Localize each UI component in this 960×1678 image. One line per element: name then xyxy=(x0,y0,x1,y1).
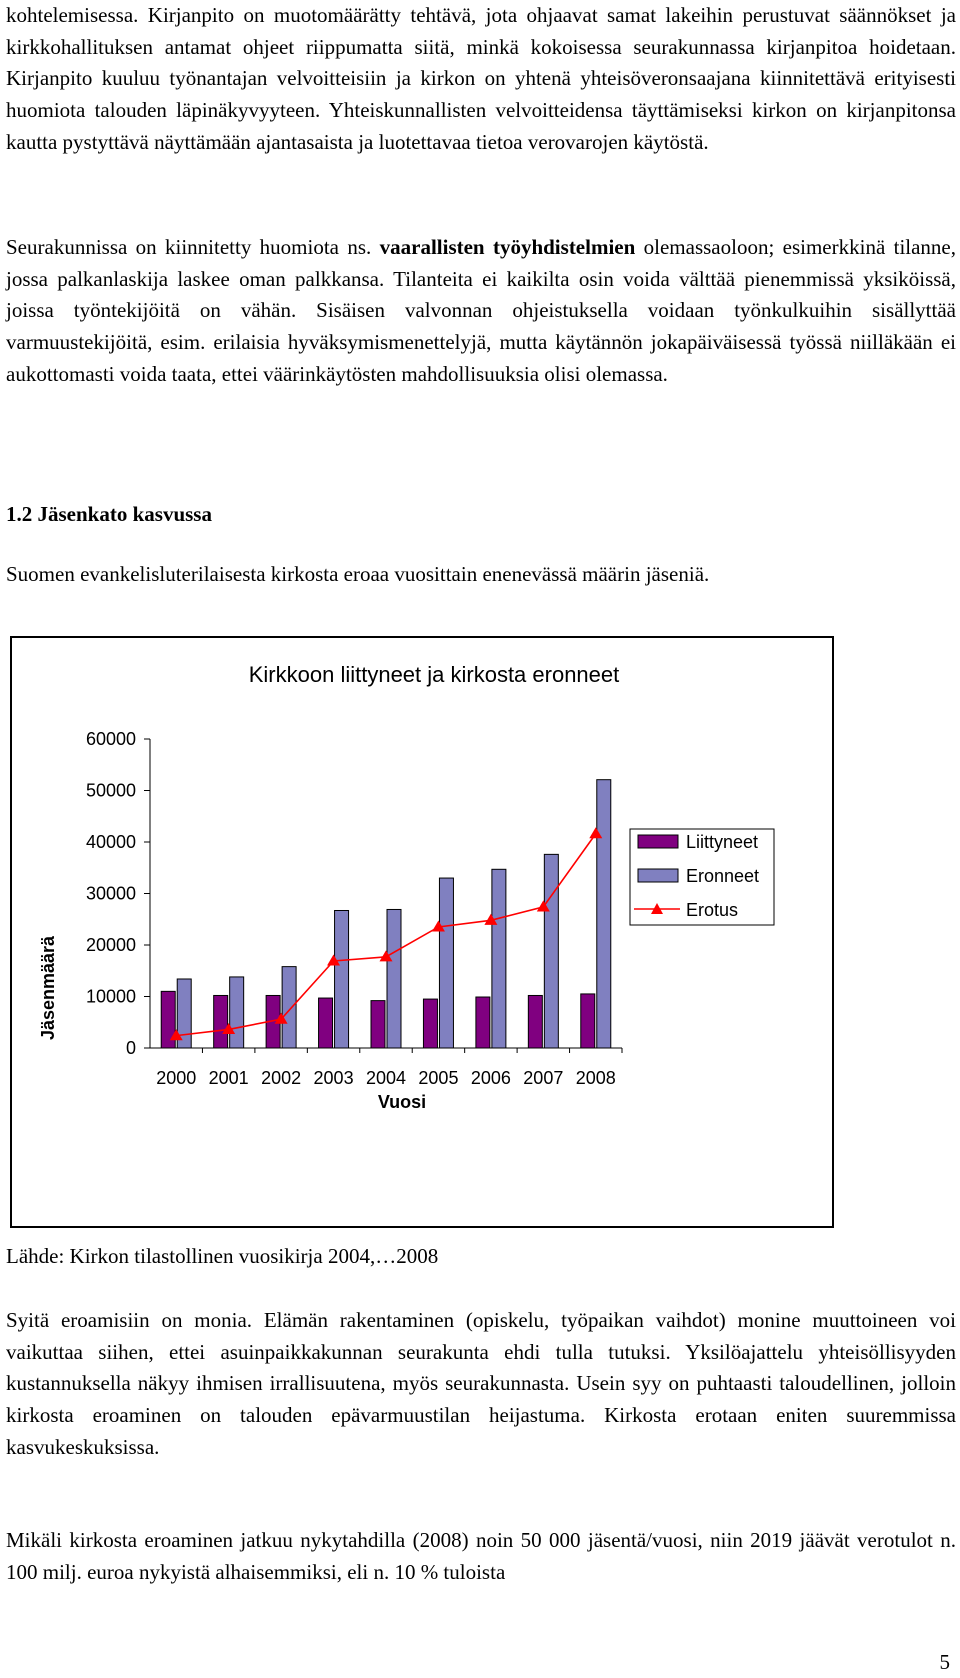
legend-label: Liittyneet xyxy=(686,832,759,852)
y-tick-label: 0 xyxy=(125,1038,136,1058)
x-tick-label: 2008 xyxy=(575,1068,616,1088)
paragraph-text: Seurakunnissa on kiinnitetty huomiota ns. xyxy=(6,235,380,259)
bar-eronneet xyxy=(282,967,296,1048)
paragraph-reasons: Syitä eroamisiin on monia. Elämän rakentaminen (opiskelu, työpaikan vaihdot) monine muuttoineen voi vaikuttaa siihen, ettei asuinpaikkakunnan seurakunta ehdi tulla tutuksi. Yksilöajattelu yhteisöllisyyden kustannuksella näkyy ihmisen irrallisuutena, myös seurakunnasta. Usein syy on puhtaasti taloudellinen, jolloin kirkosta eroaminen on talouden epävarmuustilan heijastuma. Kirkosta erotaan eniten suuremmissa kasvukeskuksissa. xyxy=(6,1308,956,1459)
bar-liittyneet xyxy=(476,997,490,1048)
bar-eronneet xyxy=(544,854,558,1048)
y-tick-label: 40000 xyxy=(85,832,136,852)
x-tick-label: 2007 xyxy=(523,1068,564,1088)
legend-label: Erotus xyxy=(686,900,739,920)
x-tick-label: 2003 xyxy=(313,1068,354,1088)
bar-liittyneet xyxy=(581,994,595,1048)
y-tick-label: 10000 xyxy=(85,986,136,1007)
x-tick-label: 2000 xyxy=(156,1068,197,1088)
bar-liittyneet xyxy=(214,995,228,1048)
bar-liittyneet xyxy=(319,998,333,1048)
paragraph-accounting: kohtelemisessa. Kirjanpito on muotomäärätty tehtävä, jota ohjaavat samat lakeihin perustuvat säännökset ja kirkkohallituksen antamat ohjeet riippumatta siitä, minkä kokoisessa seurakunnassa kirjanpitoa hoidetaan. Kirjanpito kuuluu työnantajan velvoitteisiin ja kirkon on yhtenä yhteisöveronsaajana kiinnitettävä erityisesti huomiota talouden läpinäkyvyyteen. Yhteiskunnallisten velvoitteidensa täyttämiseksi kirkon on kirjanpitonsa kautta pystyttävä näyttämään ajantasaista ja luotettavaa tietoa verovarojen käytöstä. xyxy=(6,3,956,154)
page-number: 5 xyxy=(939,1650,950,1674)
paragraph-text: olemassaoloon; esimerkkinä tilanne, jossa palkanlaskija laskee oman palkkansa. Tilanteita ei kaikilta osin voida välttää pienemmissä yksiköissä, joissa työntekijöitä on vähän. Sisäisen valvonnan ohjeistuksella voidaan työnkulkuihin sisällyttää varmuustekijöitä, esim. erilaisia hyväksymismenettelyjä, mutta käytännön jokapäiväisessä työssä niilläkään ei aukottomasti voida taata, ettei väärinkäytösten mahdollisuuksia olisi olemassa. xyxy=(6,235,957,386)
bar-eronneet xyxy=(230,977,244,1048)
x-tick-label: 2006 xyxy=(470,1068,511,1088)
legend-swatch-eronneet xyxy=(638,869,678,882)
intro-sentence: Suomen evankelisluterilaisesta kirkosta eroaa vuosittain enenevässä määrin jäseniä. xyxy=(6,562,710,586)
paragraph-risky-combinations xyxy=(6,232,956,391)
chart-bars xyxy=(161,780,611,1048)
y-tick-label: 50000 xyxy=(85,780,136,801)
bar-eronneet xyxy=(335,910,349,1048)
bar-eronneet xyxy=(597,780,611,1048)
section-heading: 1.2 Jäsenkato kasvussa xyxy=(6,502,212,526)
chart-y-axis-label: Jäsenmäärä xyxy=(38,935,58,1041)
x-tick-label: 2005 xyxy=(418,1068,459,1088)
x-tick-label: 2002 xyxy=(261,1068,302,1088)
bar-liittyneet xyxy=(371,1001,385,1048)
chart-x-axis-label: Vuosi xyxy=(377,1092,427,1112)
bar-liittyneet xyxy=(528,995,542,1048)
bar-eronneet xyxy=(492,869,506,1048)
paragraph-forecast: Mikäli kirkosta eroaminen jatkuu nykytahdilla (2008) noin 50 000 jäsentä/vuosi, niin 2019 jäävät verotulot n. 100 milj. euroa nykyistä alhaisemmiksi, eli n. 10 % tuloista xyxy=(6,1528,956,1584)
bold-term: vaarallisten työyhdistelmien xyxy=(379,235,636,259)
legend-label: Eronneet xyxy=(686,866,760,886)
x-tick-label: 2004 xyxy=(365,1068,407,1088)
legend-swatch-liittyneet xyxy=(638,835,678,848)
bar-eronneet xyxy=(387,909,401,1048)
y-tick-label: 20000 xyxy=(85,935,136,955)
y-tick-label: 60000 xyxy=(85,729,136,749)
chart-frame xyxy=(10,636,834,1228)
chart-legend xyxy=(630,829,774,925)
bar-liittyneet xyxy=(423,999,437,1048)
chart-title: Kirkkoon liittyneet ja kirkosta eronneet xyxy=(248,662,620,687)
membership-chart xyxy=(12,638,832,1226)
bar-eronneet xyxy=(439,878,453,1048)
y-tick-label: 30000 xyxy=(85,883,136,904)
chart-source: Lähde: Kirkon tilastollinen vuosikirja 2004,…2008 xyxy=(6,1244,439,1268)
x-tick-label: 2001 xyxy=(208,1068,249,1088)
